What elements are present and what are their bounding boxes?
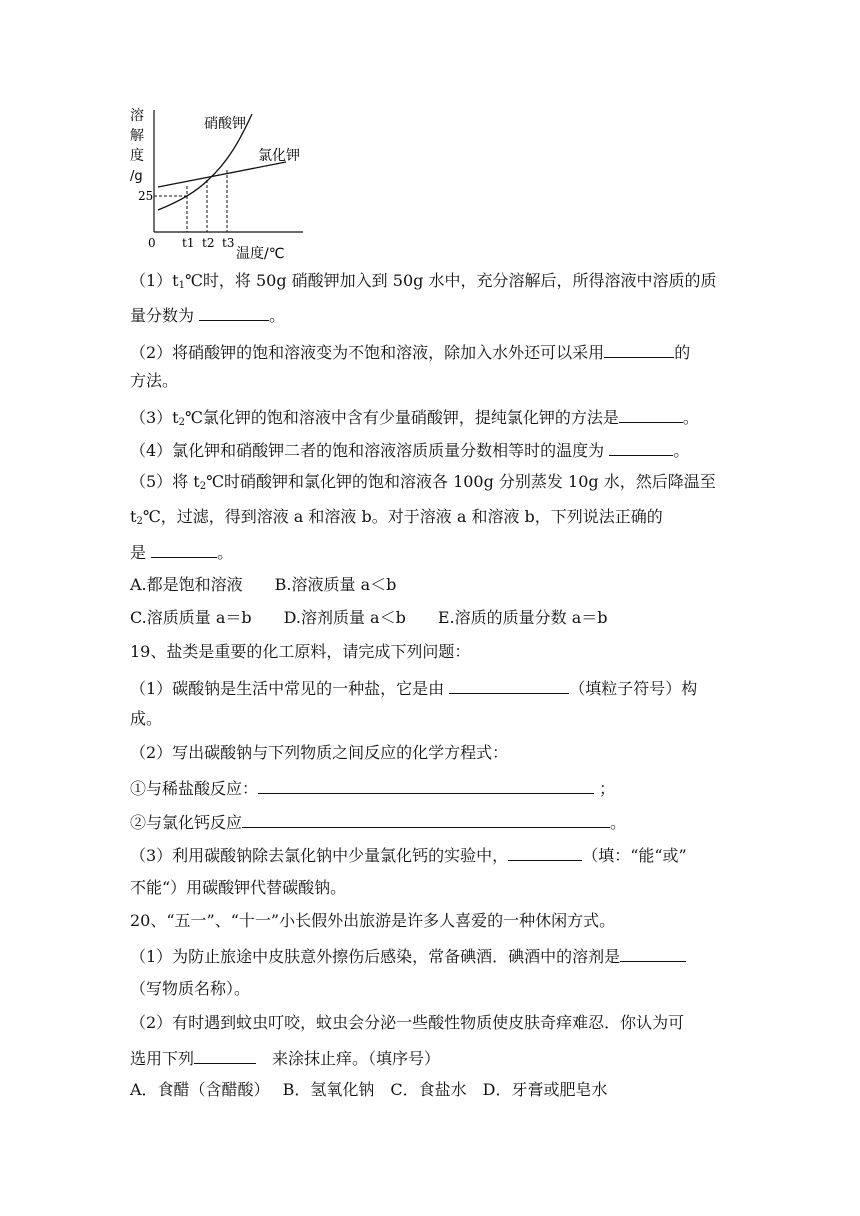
q19-part3-line2 xyxy=(130,877,346,899)
y-label-char-3: 度 xyxy=(130,148,144,164)
q19-p1-text-b: （填粒子符号）构 xyxy=(569,679,698,698)
q18-p5-text-d: ℃，过滤，得到溶液 a 和溶液 b。对于溶液 a 和溶液 b，下列说法正确的 xyxy=(142,507,663,526)
q19-part3-line1 xyxy=(130,843,687,865)
answer-blank[interactable] xyxy=(620,944,686,962)
q18-p2-text-c: 方法。 xyxy=(130,371,179,390)
answer-blank[interactable] xyxy=(199,303,269,321)
q18-part4 xyxy=(130,438,689,460)
q19-p3-text-b: （填：“能“或” xyxy=(582,846,687,865)
series-label-kcl: 氯化钾 xyxy=(258,148,300,164)
q20-p1-text-b: （写物质名称）。 xyxy=(130,979,251,998)
answer-blank[interactable] xyxy=(151,540,217,558)
q18-part3 xyxy=(130,405,699,427)
q18-part5-line3 xyxy=(130,540,233,562)
q18-part2-line1 xyxy=(130,340,690,362)
q20-p2-text-b: 选用下列 xyxy=(130,1049,195,1068)
subscript: 2 xyxy=(178,417,185,428)
q19-p1-text-c: 成。 xyxy=(130,709,163,728)
series-label-kno3: 硝酸钾 xyxy=(204,116,246,132)
answer-blank[interactable] xyxy=(619,405,683,423)
q19-r1-text-b: ； xyxy=(594,779,616,798)
subscript: 2 xyxy=(136,516,143,527)
q20-part2-line2 xyxy=(130,1046,440,1068)
y-label-char-2: 解 xyxy=(130,128,144,144)
origin-label: 0 xyxy=(148,236,156,250)
q20-p2-text-a: （2）有时遇到蚊虫叮咬，蚊虫会分泌一些酸性物质使皮肤奇痒难忍．你认为可 xyxy=(130,1013,685,1032)
answer-blank[interactable] xyxy=(609,438,673,456)
q18-p4-text-b: 。 xyxy=(673,441,690,460)
q18-part1-line1 xyxy=(130,270,716,292)
q18-p1-text-a: （1）t xyxy=(130,271,179,290)
answer-blank[interactable] xyxy=(194,1046,256,1064)
q20-part1-line1 xyxy=(130,944,686,966)
q19-part2 xyxy=(130,742,508,764)
q19-p3-text-a: （3）利用碳酸钠除去氯化钠中少量氯化钙的实验中， xyxy=(130,846,509,865)
y-tick-25: 25 xyxy=(138,189,154,203)
y-label-char-4: /g xyxy=(130,169,143,184)
q19-p3-text-c: 不能“）用碳酸钾代替碳酸钠。 xyxy=(130,878,347,897)
q18-part5-line1 xyxy=(130,471,716,493)
q20-options-text: A．食醋（含醋酸） B．氢氧化钠 C．食盐水 D．牙膏或肥皂水 xyxy=(130,1080,608,1099)
q18-p5-text-c: t xyxy=(130,507,137,526)
q18-options-text-1: A.都是饱和溶液 B.溶液质量 a＜b xyxy=(130,575,397,594)
q18-p5-text-f: 。 xyxy=(217,543,234,562)
q19-title xyxy=(130,641,470,663)
q19-p2-text: （2）写出碳酸钠与下列物质之间反应的化学方程式： xyxy=(130,743,509,762)
q18-part5-line2 xyxy=(130,506,663,528)
q19-r2-text-a: ②与氯化钙反应 xyxy=(130,813,243,832)
q18-p5-text-b: ℃时硝酸钾和氯化钾的饱和溶液各 100g 分别蒸发 10g 水，然后降温至 xyxy=(206,472,716,491)
answer-blank[interactable] xyxy=(604,340,674,358)
q20-p1-text-a: （1）为防止旅途中皮肤意外擦伤后感染，常备碘酒．碘酒中的溶剂是 xyxy=(130,947,621,966)
q18-p2-text-a: （2）将硝酸钾的饱和溶液变为不饱和溶液，除加入水外还可以采用 xyxy=(130,343,605,362)
q18-part1-line2 xyxy=(130,303,285,325)
answer-blank[interactable] xyxy=(242,810,610,828)
q18-p4-text-a: （4）氯化钾和硝酸钾二者的饱和溶液溶质质量分数相等时的温度为 xyxy=(130,441,610,460)
q19-part1-line1 xyxy=(130,676,697,698)
q20-part2-line1 xyxy=(130,1012,684,1034)
q20-p2-text-c: 来涂抹止痒。（填序号） xyxy=(256,1049,441,1068)
q18-p1-text-c: 量分数为 xyxy=(130,306,200,325)
q20-title xyxy=(130,910,615,932)
q18-p5-text-e: 是 xyxy=(130,543,152,562)
solubility-chart xyxy=(128,100,318,260)
x-tick-t3: t3 xyxy=(222,236,235,250)
q20-title-text: 20、“五一”、“十一”小长假外出旅游是许多人喜爱的一种休闲方式。 xyxy=(130,911,616,930)
q20-part1-line2 xyxy=(130,978,250,1000)
subscript: 1 xyxy=(178,280,185,291)
q19-r1-text-a: ①与稀盐酸反应： xyxy=(130,779,259,798)
y-label-char-1: 溶 xyxy=(130,108,144,124)
q19-p1-text-a: （1）碳酸钠是生活中常见的一种盐，它是由 xyxy=(130,679,450,698)
q18-options-text-2: C.溶质质量 a＝b D.溶剂质量 a＜b E.溶质的质量分数 a＝b xyxy=(130,608,608,627)
q20-options xyxy=(130,1079,607,1101)
q19-part1-line2 xyxy=(130,708,162,730)
solubility-chart-svg xyxy=(128,100,318,260)
x-tick-t2: t2 xyxy=(202,236,215,250)
answer-blank[interactable] xyxy=(258,776,594,794)
q18-p3-text-a: （3）t xyxy=(130,408,179,427)
q18-p3-text-b: ℃氯化钾的饱和溶液中含有少量硝酸钾，提纯氯化钾的方法是 xyxy=(185,408,619,427)
q19-r2-text-b: 。 xyxy=(610,813,627,832)
q18-p3-text-c: 。 xyxy=(682,408,699,427)
q19-reaction1 xyxy=(130,776,615,798)
answer-blank[interactable] xyxy=(508,843,582,861)
subscript: 2 xyxy=(199,481,207,492)
q18-part2-line2 xyxy=(130,370,178,392)
q18-p2-text-b: 的 xyxy=(674,343,691,362)
q18-p5-text-a: （5）将 t xyxy=(130,472,200,491)
q19-title-text: 19、盐类是重要的化工原料，请完成下列问题： xyxy=(130,642,471,661)
q18-p1-text-d: 。 xyxy=(269,306,286,325)
q18-options-line2 xyxy=(130,607,607,629)
x-tick-t1: t1 xyxy=(182,236,195,250)
q18-p1-text-b: ℃时，将 50g 硝酸钾加入到 50g 水中，充分溶解后，所得溶液中溶质的质 xyxy=(185,271,717,290)
answer-blank[interactable] xyxy=(449,676,569,694)
q19-reaction2 xyxy=(130,810,626,832)
q18-options-line1 xyxy=(130,574,396,596)
x-axis-label: 温度/℃ xyxy=(236,246,285,260)
